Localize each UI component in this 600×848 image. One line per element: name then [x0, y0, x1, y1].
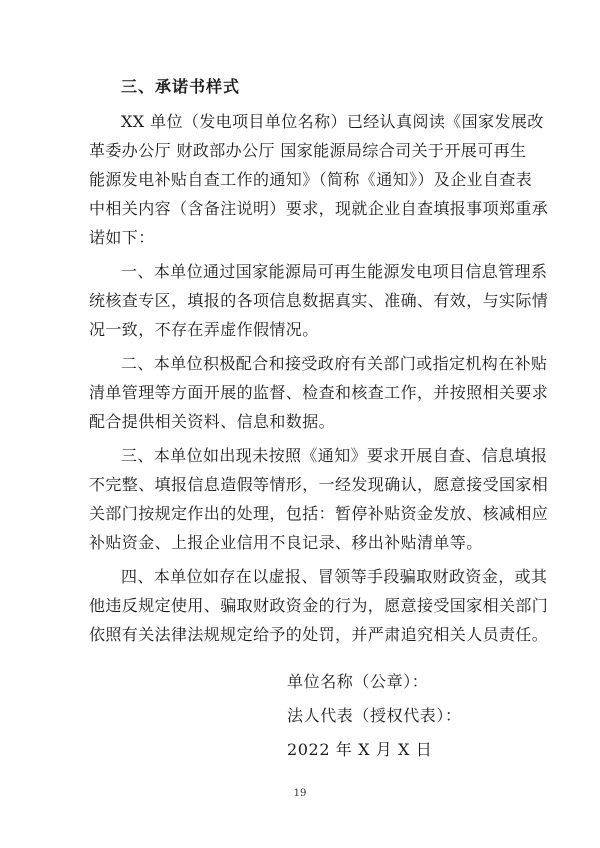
paragraph-1-line-5: 诺如下： — [89, 228, 155, 247]
paragraph-3-line-1: 二、本单位积极配合和接受政府有关部门或指定机构在补贴 — [121, 354, 548, 373]
paragraph-5-line-2: 他违反规定使用、骗取财政资金的行为，愿意接受国家相关部门 — [89, 596, 549, 615]
paragraph-4-line-2: 不完整、填报信息造假等情形，一经发现确认，愿意接受国家相 — [89, 475, 549, 494]
signature-date: 2022 年 X 月 X 日 — [287, 740, 433, 759]
paragraph-4-line-4: 补贴资金、上报企业信用不良记录、移出补贴清单等。 — [89, 533, 483, 552]
paragraph-1-line-3: 能源发电补贴自查工作的通知》（简称《通知》）及企业自查表 — [89, 170, 533, 189]
page-number: 19 — [293, 788, 307, 799]
paragraph-2-line-2: 统核查专区，填报的各项信息数据真实、准确、有效，与实际情 — [89, 291, 549, 310]
section-heading: 三、承诺书样式 — [121, 77, 241, 96]
paragraph-5-line-3: 依照有关法律法规规定给予的处罚，并严肃追究相关人员责任。 — [89, 625, 549, 644]
paragraph-3-line-2: 清单管理等方面开展的监督、检查和核查工作，并按照相关要求 — [89, 383, 549, 402]
paragraph-4-line-1: 三、本单位如出现未按照《通知》要求开展自查、信息填报 — [121, 446, 548, 465]
paragraph-4-line-3: 关部门按规定作出的处理，包括：暂停补贴资金发放、核减相应 — [89, 504, 549, 523]
paragraph-5-line-1: 四、本单位如存在以虚报、冒领等手段骗取财政资金，或其 — [121, 567, 548, 586]
paragraph-2-line-3: 况一致，不存在弄虚作假情况。 — [89, 320, 319, 339]
paragraph-3-line-3: 配合提供相关资料、信息和数据。 — [89, 412, 336, 431]
paragraph-1-line-2: 革委办公厅 财政部办公厅 国家能源局综合司关于开展可再生 — [89, 141, 527, 160]
signature-legal-representative: 法人代表（授权代表）： — [287, 706, 462, 725]
signature-unit-name: 单位名称（公章）： — [287, 672, 429, 691]
paragraph-2-line-1: 一、本单位通过国家能源局可再生能源发电项目信息管理系 — [121, 262, 548, 281]
paragraph-1-line-1: XX 单位（发电项目单位名称）已经认真阅读《国家发展改 — [121, 112, 544, 131]
paragraph-1-line-4: 中相关内容（含备注说明）要求，现就企业自查填报事项郑重承 — [89, 199, 549, 218]
